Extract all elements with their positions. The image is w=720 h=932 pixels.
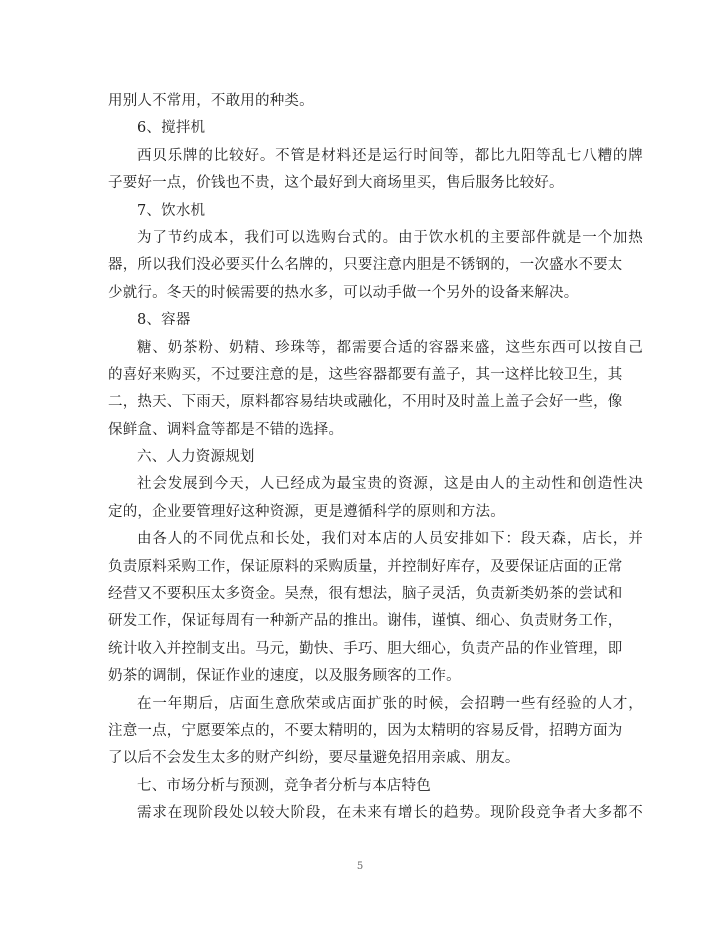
section-heading-containers: 8、容器 <box>137 312 191 329</box>
page-body <box>108 88 643 828</box>
text-line: 经营又不要积压太多资金。吴焘，很有想法，脑子灵活，负责新类奶茶的尝试和 <box>108 586 623 603</box>
text-line: 的喜好来购买，不过要注意的是，这些容器都要有盖子，其一这样比较卫生，其 <box>108 366 623 383</box>
text-line: 负责原料采购工作，保证原料的采购质量，并控制好库存，及要保证店面的正常 <box>108 558 623 575</box>
section-heading-water-dispenser: 7、饮水机 <box>137 202 206 219</box>
text-line: 社会发展到今天，人已经成为最宝贵的资源，这是由人的主动性和创造性决 <box>137 476 643 493</box>
text-line: 研发工作，保证每周有一种新产品的推出。谢伟，谨慎、细心、负责财务工作， <box>108 613 623 630</box>
text-line: 由各人的不同优点和长处，我们对本店的人员安排如下：段天森，店长，并 <box>137 531 643 548</box>
text-line: 子要好一点，价钱也不贵，这个最好到大商场里买，售后服务比较好。 <box>108 175 564 192</box>
text-line: 二，热天、下雨天，原料都容易结块或融化，不用时及时盖上盖子会好一些，像 <box>108 394 623 411</box>
text-line: 用别人不常用，不敢用的种类。 <box>108 93 314 109</box>
text-line: 为了节约成本，我们可以选购台式的。由于饮水机的主要部件就是一个加热 <box>137 229 643 246</box>
page-number: 5 <box>356 861 364 872</box>
text-line: 需求在现阶段处以较大阶段，在未来有增长的趋势。现阶段竞争者大多都不 <box>137 805 643 822</box>
text-line: 统计收入并控制支出。马元，勤快、手巧、胆大细心，负责产品的作业管理，即 <box>108 640 623 657</box>
text-line: 在一年期后，店面生意欣荣或店面扩张的时候，会招聘一些有经验的人才， <box>137 695 643 712</box>
text-line: 糖、奶茶粉、奶精、珍珠等，都需要合适的容器来盛，这些东西可以按自己 <box>137 339 643 356</box>
text-line: 西贝乐牌的比较好。不管是材料还是运行时间等，都比九阳等乱七八糟的牌 <box>137 147 643 164</box>
section-heading-market-analysis: 七、市场分析与预测，竞争者分析与本店特色 <box>137 777 431 794</box>
text-line: 定的，企业要管理好这种资源，更是遵循科学的原则和方法。 <box>108 503 505 520</box>
text-line: 器，所以我们没必要买什么名牌的，只要注意内胆是不锈钢的，一次盛水不要太 <box>108 257 623 274</box>
text-line: 保鲜盒、调料盒等都是不错的选择。 <box>108 421 344 438</box>
text-line: 奶茶的调制，保证作业的速度，以及服务顾客的工作。 <box>108 668 461 685</box>
text-line: 少就行。冬天的时候需要的热水多，可以动手做一个另外的设备来解决。 <box>108 284 579 301</box>
section-heading-blender: 6、搅拌机 <box>137 120 206 137</box>
text-line: 注意一点，宁愿要笨点的，不要太精明的，因为太精明的容易反骨，招聘方面为 <box>108 722 623 739</box>
text-line: 了以后不会发生太多的财产纠纷，要尽量避免招用亲戚、朋友。 <box>108 750 520 767</box>
section-heading-hr-planning: 六、人力资源规划 <box>137 449 255 466</box>
